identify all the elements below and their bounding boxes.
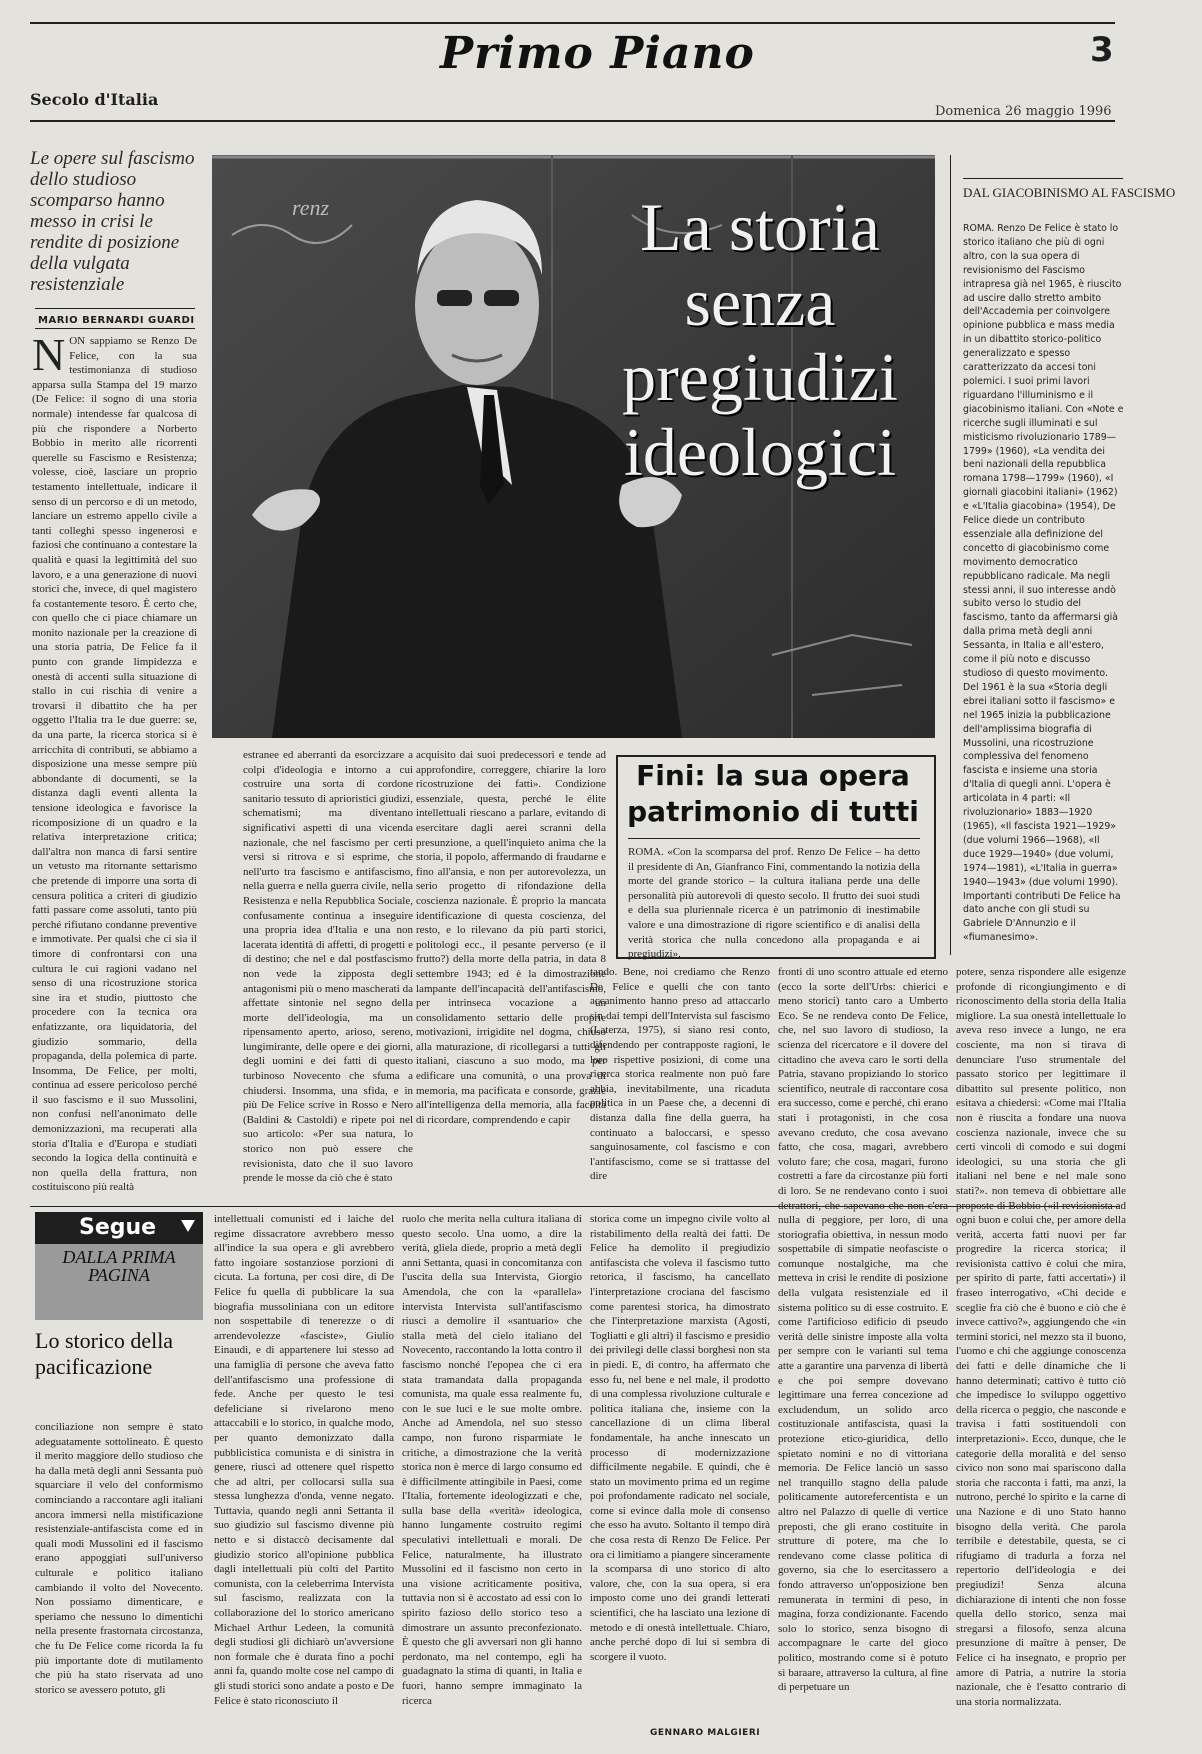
main-continuation-column-2 (778, 965, 948, 1740)
main-article-text-3: acquisito dai suoi predecessori e tende ad approfondire, correggere, chiarire la loro ricostruzione dei fatti». Condizione essenziale, questa, perché le élite intellettuali riescano a parlare, evitando di esercitare dagli aerei scranni della presunzione, a quell'inquieto anima che la storia, il popolo, affermando di fraudarne e fino all'ansia, e non per autorevolezza, un serio progetto di rifondazione della coscienza nazionale. È proprio la mancata identificazione di questa coscienza, del resto, e lo rilevano da più parti storici, politologi ecc., il pesante perverso (e il frutto?) della morte della patria, in data 8 settembre 1943; ed è la dimostrazione lampante dell'incapacità dell'antifascismo, per intrinseca vocazione a un consolidamento settario delle proprie motivazioni, irrigidite nel dogma, chiuso alla maturazione, di ricollegarsi a tutti gli italiani, ciascuno a suo modo, ma per edificare una comunità, o una prova di memoria, ma pacificata e consorde, grazie all'intelligenza della memoria, alla facoltà di ricordare, comprendendo e capir (416, 749, 606, 1126)
main-article-column-3 (416, 748, 606, 1203)
segue-box (35, 1212, 203, 1320)
lower-column-1 (35, 1420, 203, 1740)
segue-subtitle: DALLA PRIMA PAGINA (62, 1247, 176, 1285)
continuation-text-1: tando. Bene, noi crediamo che Renzo De Felice e quelli che con tanto accanimento hanno preso ad attaccarlo sin dai tempi dell'Intervista sul fascismo (Laterza, 1975), si siano resi conto, difendendo per contrapposte ragioni, le loro rispettive posizioni, di come una ricerca storica realmente non può fare abbia, inevitabilmente, una ricaduta politica in un Paese che, a decenni di distanza dalla fine della guerra, ha continuato a baloccarsi, e spesso sanguinosamente, col fascismo e con l'antifascismo, come se si trattasse del dire (590, 966, 770, 1183)
blackboard-writing: renz (292, 195, 330, 220)
lower-text-2: intellettuali comunisti ed i laiche del regime dissacratore avrebbero messo all'indice la sua opera e gli avrebbero fatto ingoiare sostanziose porzioni di cicuta. La fortuna, per così dire, di De Felice fu quella di pubblicare la sua biografia mussoliniana con un editore non sospettabile di tenerezze o di arrendevolezze «fasciste», Giulio Einaudi, e di appartenere lui stesso ad una famiglia di persone che aveva fatto dell'antifascismo una professione di fede. Anche per questo le tesi defeliciane si rivelarono meno attaccabili e lo storico, in qualche modo, per quanto demonizzato dalla pubblicistica comunista e di sinistra in genere, riuscì ad ottenere quel rispetto che ad altri, per collocarsi sulla sua stessa lunghezza d'onda, venne negato. Tuttavia, quando negli anni Settanta il suo giudizio sul fascismo divenne più netto e si distaccò decisamente dal giudizio storico all'opinione pubblica dagli intellettuali più colti del Partito comunista, con la celeberrima Intervista sul fascismo, realizzata con la collaborazione del lo storico americano Michael Arthur Ledeen, la comunità degli studiosi gli dichiarò un'avversione non formale che è durata fino a pochi anni fa, quando molte cose nel campo di gli studi storici sono andate a posto e De Felice è stato riconosciuto il (214, 1213, 394, 1707)
page-number: 3 (1090, 30, 1114, 70)
article-kicker: Le opere sul fascismo dello studioso scomparso hanno messo in crisi le rendite di posizione della vulgata resistenziale (30, 148, 195, 295)
fini-box-rule (628, 838, 920, 839)
main-continuation-column-3 (956, 965, 1126, 1740)
byline: MARIO BERNARDI GUARDI (38, 315, 195, 326)
section-title: Primo Piano (440, 28, 755, 79)
down-arrow-icon (181, 1220, 195, 1232)
drop-cap: N (32, 329, 66, 380)
date: Domenica 26 maggio 1996 (935, 104, 1112, 119)
segue-bar (35, 1212, 203, 1244)
sidebar-body: ROMA. Renzo De Felice è stato lo storico italiano che più di ogni altro, con la sua opera di revisionismo del Fascismo intrapresa già nel 1965, è riuscito ad uscire dallo stretto ambito dell'Accademia per coinvolgere opinione pubblica e mass media in un dibattito storico-politico generalizzato e spesso caratterizzato da accesi toni polemici. I suoi primi lavori riguardano l'illuminismo e il giacobinismo italiani. Con «Note e ricerche sugli illuminati e sul misticismo rivoluzionario 1789—1799» (1960), «La vendita dei beni nazionali della repubblica romana 1798—1799» (1960), «I giornali giacobini italiani» (1962) e «L'Italia giacobina» (1954), De Felice diede un contributo essenziale alla definizione del concetto di giacobinismo come movimento democratico repubblicano radicale. Ma negli stessi anni, il suo interesse andò subito verso lo studio del fascismo, tanto da affermarsi già dalla prima metà degli anni Sessanta, in Italia e all'estero, come il più noto e discusso studioso di questo movimento. Del 1961 è la sua «Storia degli ebrei italiani sotto il fascismo» e nel 1965 inizia la pubblicazione dell'amplissima biografia di Mussolini, una ricostruzione complessiva del fenomeno fascista e insieme una storia d'Italia di quegli anni. L'opera è articolata in 4 parti: «Il rivoluzionario» 1883—1920 (1965), «Il fascista 1921—1929» (due volumi 1966—1968), «Il duce 1929—1940» (due volumi, 1974—1981), «L'Italia in guerra» 1940—1943» (due volumi 1990). Importanti contributi De Felice ha dato anche con gli studi su Gabriele D'Annunzio e il «fiumanesimo». (963, 223, 1124, 944)
continuation-text-3: potere, senza rispondere alle esigenze profonde di ricongiungimento e di riconoscimento della storia della Italia migliore. La sua onestà intellettuale lo aveva reso invece a lungo, ne era cosciente, ma non si tirava di denunciare l'uso strumentale del passato storico per legittimare il dibattito sul presente politico, non esitava a chiedersi: «Come mai l'Italia non è riuscita a fondare una nuova coscienza nazionale, invece che su certi vincoli di comodo e sui dogmi ideologici, su una storia che gli italiani nel bene e nel male sono stati?». non temeva di obbiettare alle proposte di Bobbio («il revisionista ad ogni buon e colui che, per amore della verità, accerta fatti nuovi per far progredire la ricerca storica; il revisionista cattivo è colui che mira, per spirito di parte, fatti accertati») il fraseo interrogativo, «Chi decide e sceglie fra ciò che è buono e ciò che è invece cattivo?», aggiungendo che «in termini storici, nel mezzo sta il buono, l'uomo e chi che aggiunge conoscenza dei fatti e delle dinamiche che li hanno determinati; cattivo è tutto ciò che impedisce lo sviluppo oggettivo della ricerca o peggio, che nasconde e travisa i fatti sostituendoli con interpretazioni». Ecco, dunque, che le categorie della moralità e del senso civico non sono mai spariscono dalla storia che racconta i fatti, ma anzi, la nutrono, perché lo spirito e la carne di una Nazione e di uno Stato hanno bisogno della verità. Che parola terribile e detestabile, questa, se ci rifugiamo di tradurla a forza nel repertorio dell'ideologia e dei pregiudizi! Senza alcuna dichiarazione di intenti che non fosse quella dello storico, senza mai stregarsi a filosofo, senza alcuna presunzione di maître à penser, De Felice ci ha insegnato, e proprio per amore di Patria, a nutrire la storia nazionale, che è l'esatto contrario di una storia normalizzata. (956, 966, 1126, 1708)
lower-text-3: ruolo che merita nella cultura italiana di questo secolo. Una uomo, a dire la verità, gliela diede, proprio a metà degli anni Settanta, quasi in concomitanza con l'uscita della sua Intervista, Giorgio Amendola, che con la «parallela» intervista Intervista sull'antifascismo riuscì a demolire il «santuario» che stalla metà del cielo italiano del Novecento, raccontando la lotta contro il fascismo nonché l'epopea che ci era stata tramandata dalla propaganda comunista, ma quale essa realmente fu, con le sue luci e le sue molte ombre. Anche ad Amendola, nel suo stesso campo, non furono risparmiate le critiche, a dimostrazione che la verità storica non è merce di largo consumo ed è difficilmente attingibile in Paesi, come l'Italia, fortemente ideologizzati e che, sulla base della «verità» ideologica, hanno lungamente costruito regimi speculativi intellettuali e morali. De Felice, naturalmente, ha illustrato Mussolini ed il fascismo non certo in una visione acriticamente positiva, tuttavia non si è accostato ad essi con lo spirito fazioso dello storico teso a dimostrare un assunto preconfezionato. È questo che gli avversari non gli hanno perdonato, ma nel contempo, egli ha guadagnato la stima di quanti, in Italia e fuori, hanno sempre immaginato la ricerca (402, 1213, 582, 1707)
kicker-rule (35, 308, 195, 309)
continuation-text-2: fronti di uno scontro attuale ed eterno (ecco la sorte dell'Urbs: chierici e meno storici) tanto caro a Umberto Eco. Se ne rendeva conto De Felice, che, nel suo lavoro di studioso, la scienza del ricercatore e il dovere del cittadino che aveva caro le sorti della Patria, stavano propiziando lo storico scientifico, neutrale di raccontare cosa era successo, come e perché, chi erano stati i protagonisti, in che cosa avevano creduto, che cosa avevano fatto, che cosa, magari, avrebbero voluto fare; che cosa, magari, furono costretti a fare da circostanze più forti di loro. Se ne rendevano conto i suoi detrattori, che sapevano che non c'era nulla di peggiore, per loro, di una storiografia obiettiva, in nessun modo sospettabile di simpatie neofasciste o comunque nostalgiche, ma che metteva in crisi le rendite di posizione della vulgata resistenziale ed il sistema politico su di esse costruito. E come l'artificioso edificio di pseudo verità delle sinistre imposte alla volta per sempre con le varianti sul tema atte a garantire una parvenza di libertà e che poi sempre dovevano legittimare una ferrea concezione ad excludendum, un solido arco costituzionale antifascista, quasi la protezione etico-giuridica, dello spietato nomini e no di vittoriana memoria. De Felice lanciò un sasso nel tranquillo stagno della palude politicamente autorefercentista e un altro nel Palazzo di quelle di vertice preposti, che gli erano costituite in strutture di potere, ma che lo rendevano come classe politica di governo, sia che lo esercitassero a fondo attraverso un'opposizione ben remunerata in termini di peso, in magina, forza condizionante. Facendo solo lo storico, senza bisogno di accompagnare le carte del gioco politico, mostrando come si è potuto sì baraare, attraverso la cultura, al fine di perpetuare un (778, 966, 948, 1694)
sidebar-title: DAL GIACOBINISMO AL FASCISMO (963, 185, 1176, 200)
header-rule (30, 120, 1115, 122)
segue-label: Segue (79, 1215, 157, 1240)
sidebar-rule-left (950, 155, 951, 955)
lower-text-4: storica come un impegno civile volto al ristabilimento della realtà dei fatti. De Felice ha demolito il pregiudizio antifascista che voleva il fascismo tutto retorica, il fascismo, ha cancellato l'interpretazione crociana del fascismo come parentesi storica, ha dimostrato che l'interpretazione marxista (Agosti, Togliatti e gli altri) il fascismo e presidio dei privilegi delle classi borghesi non sta in piedi. E, di contro, ha affermato che esso fu, nel bene e nel male, il prodotto di una complessa rivoluzione culturale e politica italiana che, insieme con la cancellazione di un clima liberal fondamentale, ha anche innescato un processo di modernizzazione difficilmente negabile. E quindi, che è stato un movimento prima ed un regime poi profondamente radicato nel sociale, come si evince dalla mole di consenso che esso ha avuto. Soltanto il tempo dirà che cosa resta di Renzo De Felice. Per ora ci limitiamo a piangere sinceramente la scomparsa di uno storico di alto valore, che, con la sua opera, si era imposto come uno dei grandi letterati scientifici, che ha lasciato una lezione di metodo e di onestà intellettuale. Chiaro, anche perché dopo di lui si sembra di scorgere il vuoto. (590, 1213, 770, 1663)
lower-text-1: conciliazione non sempre è stato adeguatamente sottolineato. È questo il merito maggiore dello studioso che ha dalla metà degli anni Sessanta può squarciare il velo del conformismo cominciando a raccontare agli italiani ancora immersi nella mistificazione resistenziale-antifascista come ed in quali modi Mussolini ed il fascismo erano appoggiati sull'universo culturale e politico italiano cambiando il volto del Novecento. Non possiamo dimenticare, e speriamo che nessuno lo dimentichi nella presente frastornata circostanza, che fu De Felice come ricorda la fu più importante dote di mutilamento che più ha stato riservata ad uno storico se avessero potuto, gli (35, 1421, 203, 1696)
lower-column-4 (590, 1212, 770, 1722)
main-continuation-column-1 (590, 965, 770, 1202)
lower-article-author: GENNARO MALGIERI (650, 1728, 761, 1738)
main-article-text-2: estranee ed aberranti da esorcizzare a colpi d'ideologia e intorno a cui costruire una sorta di cordone sanitario tessuto di aprioristici giudizi, schematismi; ma diventano significativi aspetti di una vicenda nazionale, che nel fascismo per certi versi si ritrova e si esprime, che nell'urto tra fascismo e antifascismo, nella guerra e nella guerra civile, nella Resistenza e nella Repubblica Sociale, confusamente continua a inseguire una propria idea d'Italia e una non lacerata identità di affetti, di progetti e di destino; che nel e dal postfascismo non vede la zipposta degli antagonismi più o meno mascherati da affettate sintonie nel segno della morte dell'ideologia, ma un ripensamento aperto, arioso, sereno, lungimirante, delle opere e dei giorni, degli uomini e dei fatti di questo turbinoso Novecento che sfuma a chiudersi. Insomma, una sfida, e in più De Felice scrive in Rosso e Nero (Baldini & Castoldi) e ripete poi nel suo articolo: «Per sua natura, lo storico non può essere che revisionista, dato che il suo lavoro prende le mosse da ciò che è stato (243, 749, 413, 1185)
fini-box-text (628, 845, 920, 961)
fini-box-body: ROMA. «Con la scomparsa del prof. Renzo De Felice – ha detto il presidente di An, Gianfranco Fini, commentando la notizia della morte del grande storico – la cultura italiana perde una delle personalità più autorevoli di questo secolo. Il frutto dei suoi studi e della sua pluriennale ricerca è un patrimonio di inestimabile valore e una dimostrazione di rigore scientifico e di analisi della verità storica che nulla concedono alla propaganda e ai pregiudizi». (628, 846, 920, 961)
headline: La storia senza pregiudizi ideologici (622, 189, 898, 490)
sidebar-rule-top (963, 178, 1123, 179)
top-rule (30, 22, 1115, 24)
lower-column-3 (402, 1212, 582, 1742)
lower-column-2 (214, 1212, 394, 1742)
masthead: Secolo d'Italia (30, 90, 159, 109)
main-article-column-1 (32, 329, 197, 1204)
main-article-text-1: ON sappiamo se Renzo De Felice, con la sua testimonianza di studioso apparsa sulla Stampa del 19 marzo (De Felice: il sogno di una storia normale) intendesse far qualcosa di più che rispondere a Norberto Bobbio in merito alle ricorrenti querelle su Fascismo e Resistenza; volesse, cioè, lasciare un proprio testamento intellettuale, indicare il senso di un percorso e di un metodo, lanciare un estremo appello civile a tanti colleghi spesso ingenerosi e faziosi che continuano a contestare la qualità e quasi la legittimità del suo lavoro, e a una generazione di nuovi storici che, invece, di quel magistero fa costantemente tesoro. È certo che, con quello che ci piace chiamare un monito nazionale per la creazione di una storia patria, De Felice fa il punto con grande limpidezza e onestà di accenti sulla situazione di stallo in cui rischia di venire a trovarsi il dibattito che ha per oggetto l'Italia tra le due guerre: se, da una parte, la ricerca storica si è arricchita di contributi, se abbiamo a disposizione una messe sempre più abbondante di documenti, se la distanza dagli eventi allenta la tensione ideologica e favorisce la ricomposizione di un quadro e la relativa interpretazione critica; dall'altra non manca di farsi sentire un vetusto ma ritornante settarismo che pretende di imporre una sorta di censura politica a criteri di giudizio fatti passare come assoluti, tanto più perché rifiutano condanne preventive e immotivate. Per qualsi che ci sia il timore di confrontarsi con una cultura le cui ragioni vadano nel senso di una ricostruzione storica sine ira et studio, piuttosto che procedere con la tecnica ora enfatizzante, ora liquidatoria, del giudizio sommario, della propaganda, della polemica di parte. Insomma, De Felice, per molti, continua ad essere pericoloso perché il suo fascismo e il suo Mussolini, non confusi nell'anonimato delle demonizzazioni, ma recuperati alla storia d'Italia e d'Europa e studiati secondo la logica della continuità e non quella della frattura, non costituiscono più realtà (32, 335, 197, 1194)
lower-article-title: Lo storico della pacificazione (35, 1328, 174, 1379)
main-article-column-2 (243, 748, 413, 1203)
fini-box-title: Fini: la sua opera patrimonio di tutti (627, 759, 919, 828)
sidebar-text (963, 222, 1125, 957)
